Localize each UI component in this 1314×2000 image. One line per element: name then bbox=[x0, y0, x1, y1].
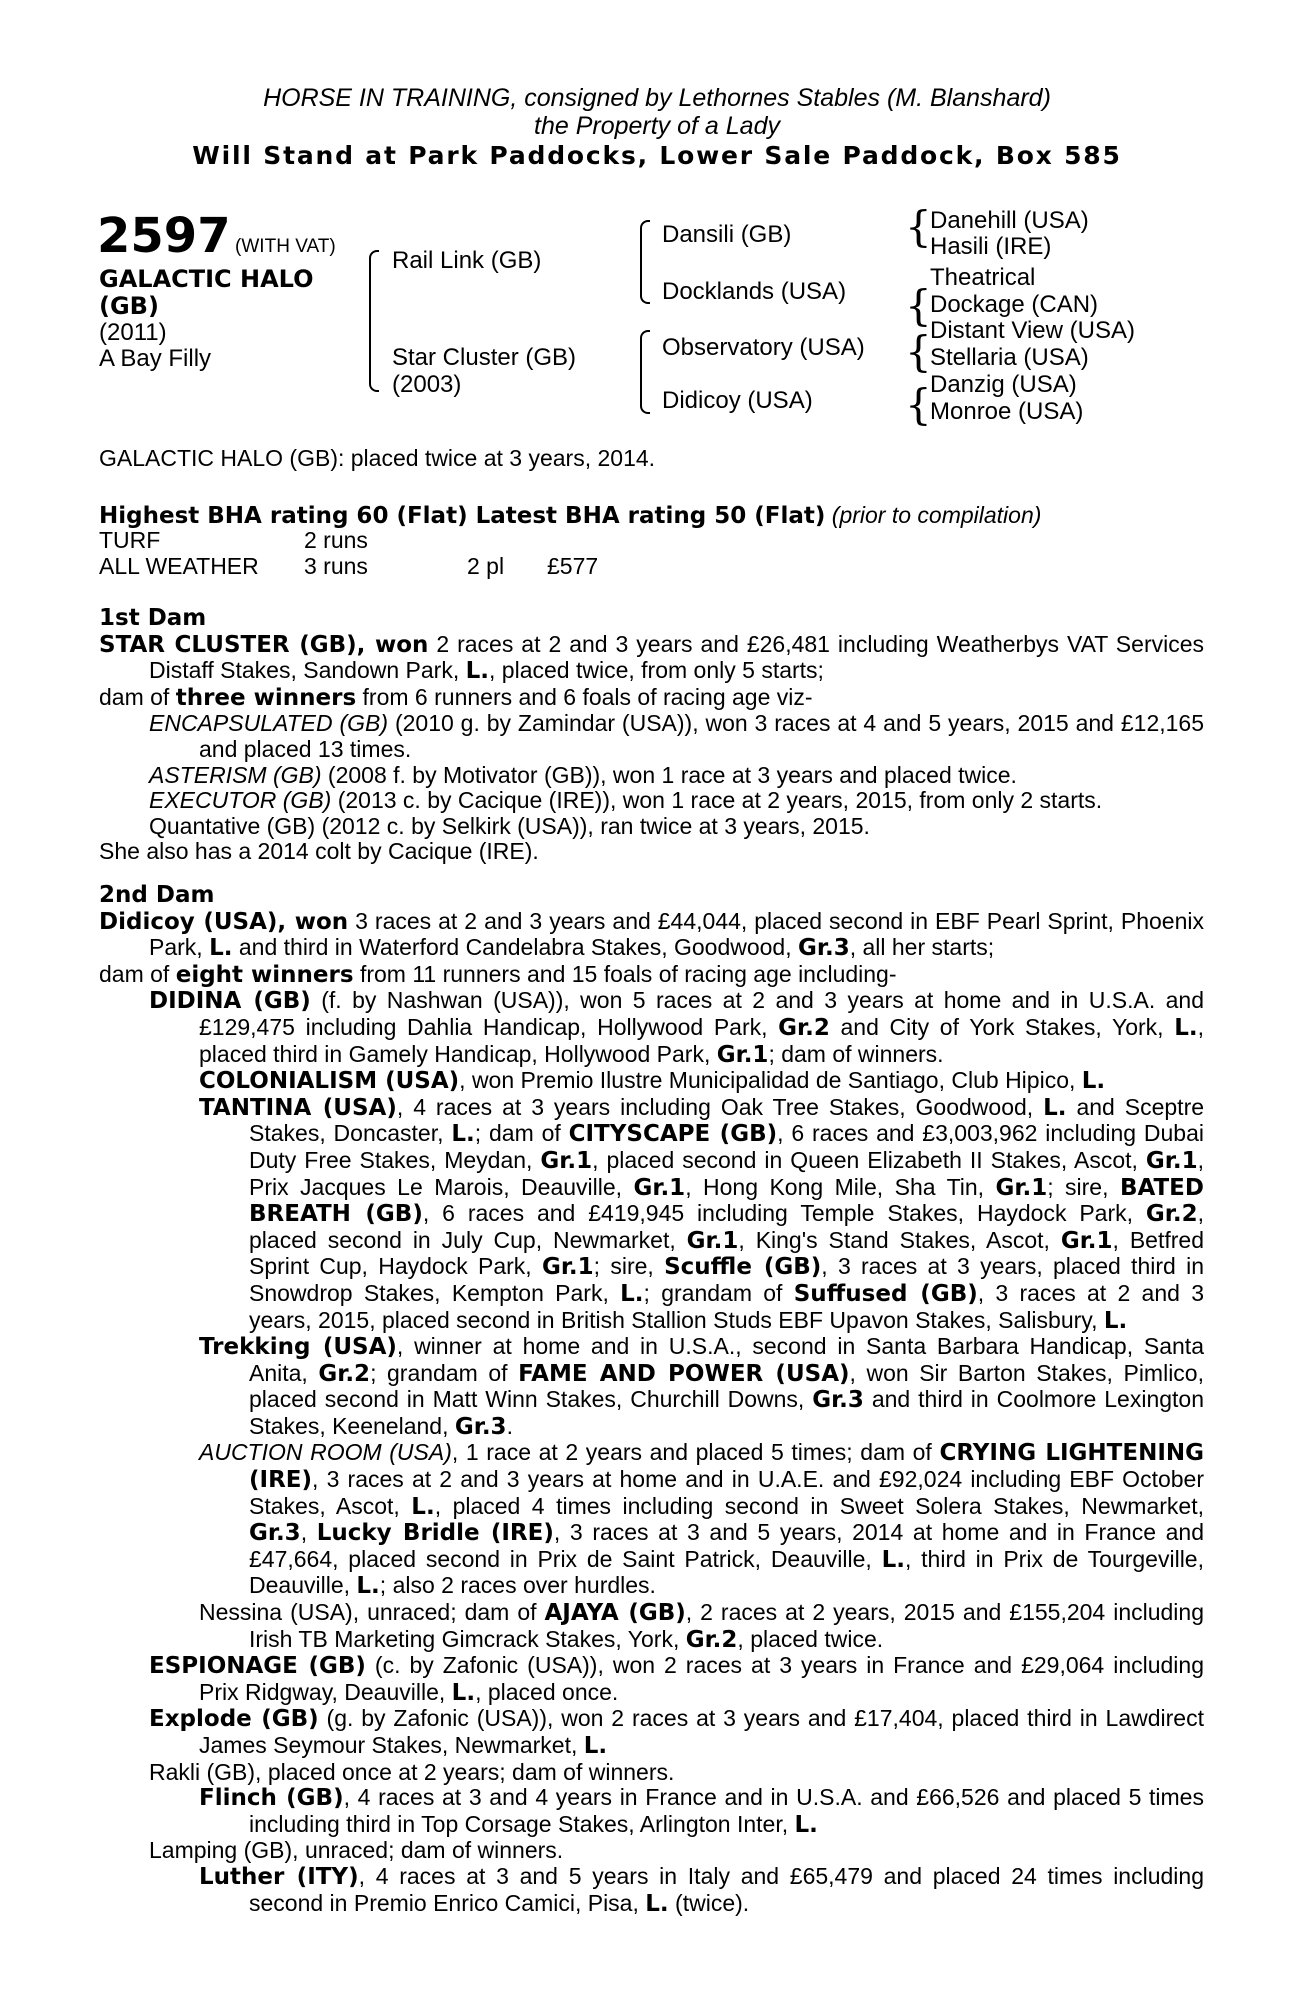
sire: Rail Link (GB) bbox=[392, 247, 542, 274]
sire-dam: Docklands (USA) bbox=[662, 278, 847, 305]
header-property: the Property of a Lady bbox=[534, 112, 780, 140]
ancestor-sds: Theatrical bbox=[930, 264, 1036, 291]
produce-colonialism: COLONIALISM (USA), won Premio Ilustre Municipalidad de Santiago, Club Hipico, L. bbox=[199, 1067, 1106, 1095]
produce-quantative: Quantative (GB) (2012 c. by Selkirk (USA)), ran twice at 3 years, 2015. bbox=[149, 812, 870, 839]
dam-line-brace bbox=[640, 330, 650, 414]
ancestor-dds: Danzig (USA) bbox=[930, 371, 1077, 398]
dam-year: (2003) bbox=[392, 371, 462, 398]
first-dam-produce-summary: dam of three winners from 6 runners and 6 foals of racing age viz- bbox=[99, 683, 813, 711]
horse-name-country: (GB) bbox=[99, 292, 159, 320]
brace-4: { bbox=[905, 380, 932, 429]
aw-runs: 3 runs bbox=[304, 553, 368, 579]
second-dam-record: Didicoy (USA), won 3 races at 2 and 3 years and £44,044, placed second in EBF Pearl Sprint, Phoenix Park, L. and third in Waterford Candelabra Stakes, Goodwood, Gr.3, all her starts; bbox=[99, 907, 1204, 962]
produce-flinch: Flinch (GB), 4 races at 3 and 4 years in France and in U.S.A. and £66,526 and placed 5 times including third in Top Corsage Stakes, Arlington Inter, L. bbox=[199, 1784, 1204, 1838]
foaling-year: (2011) bbox=[99, 319, 167, 346]
dam-sire: Observatory (USA) bbox=[662, 334, 865, 361]
horse-name: GALACTIC HALO bbox=[99, 265, 314, 293]
ancestor-ddd: Monroe (USA) bbox=[930, 398, 1084, 425]
aw-prize: £577 bbox=[547, 553, 599, 579]
produce-lamping: Lamping (GB), unraced; dam of winners. bbox=[149, 1837, 564, 1864]
ancestor-sdd: Dockage (CAN) bbox=[930, 291, 1099, 318]
ancestor-dsd: Stellaria (USA) bbox=[930, 344, 1089, 371]
dam-dam: Didicoy (USA) bbox=[662, 387, 813, 414]
bha-ratings bbox=[99, 502, 1041, 529]
race-summary: GALACTIC HALO (GB): placed twice at 3 years, 2014. bbox=[99, 445, 656, 471]
sire-line-brace bbox=[640, 220, 650, 304]
ancestor-ssd: Hasili (IRE) bbox=[930, 233, 1052, 260]
produce-asterism: ASTERISM (GB) (2008 f. by Motivator (GB)), won 1 race at 3 years and placed twice. bbox=[149, 761, 1017, 788]
ancestor-sss: Danehill (USA) bbox=[930, 207, 1089, 234]
first-dam-record: STAR CLUSTER (GB), won 2 races at 2 and 3 years and £26,481 including Weatherbys VAT Services Distaff Stakes, Sandown Park, L., placed twice, from only 5 starts; bbox=[99, 630, 1204, 685]
dam: Star Cluster (GB) bbox=[392, 344, 577, 371]
first-dam-heading: 1st Dam bbox=[99, 605, 207, 631]
turf-runs: 2 runs bbox=[304, 527, 368, 553]
ratings-note: (prior to compilation) bbox=[831, 502, 1042, 528]
sire-dam-brace bbox=[369, 250, 379, 392]
produce-explode: Explode (GB) (g. by Zafonic (USA)), won 2 races at 3 years and £17,404, placed third in Lawdirect James Seymour Stakes, Newmarket, L. bbox=[149, 1705, 1204, 1759]
ratings-heading: Highest BHA rating 60 (Flat) Latest BHA rating 50 (Flat) bbox=[99, 503, 826, 529]
first-dam-section bbox=[99, 606, 1204, 865]
header-consignor: HORSE IN TRAINING, consigned by Lethornes Stables (M. Blanshard) bbox=[263, 84, 1051, 112]
produce-auction-room: AUCTION ROOM (USA), 1 race at 2 years and placed 5 times; dam of CRYING LIGHTENING (IRE), 3 races at 2 and 3 years at home and in U.A.E. and £92,024 including EBF October Stakes, Ascot, L., placed 4 times including second in Sweet Solera Stakes, Newmarket, Gr.3, Lucky Bridle (IRE), 3 races at 3 and 5 years, 2014 at home and in France and £47,664, placed second in Prix de Saint Patrick, Deauville, L., third in Prix de Tourgeville, Deauville, L.; also 2 races over hurdles. bbox=[199, 1439, 1205, 1600]
produce-executor: EXECUTOR (GB) (2013 c. by Cacique (IRE)), won 1 race at 2 years, 2015, from only 2 starts. bbox=[149, 787, 1103, 814]
lot-number: 2597 bbox=[97, 208, 231, 264]
produce-tantina: TANTINA (USA), 4 races at 3 years including Oak Tree Stakes, Goodwood, L. and Sceptre Stakes, Doncaster, L.; dam of CITYSCAPE (GB), 6 races and £3,003,962 including Dubai Duty Free Stakes, Meydan, Gr.1, placed second in Queen Elizabeth II Stakes, Ascot, Gr.1, Prix Jacques Le Marois, Deauville, Gr.1, Hong Kong Mile, Sha Tin, Gr.1; sire, BATED BREATH (GB), 6 races and £419,945 including Temple Stakes, Haydock Park, Gr.2, placed second in July Cup, Newmarket, Gr.1, King's Stand Stakes, Ascot, Gr.1, Betfred Sprint Cup, Haydock Park, Gr.1; sire, Scuffle (GB), 3 races at 3 years, placed third in Snowdrop Stakes, Kempton Park, L.; grandam of Suffused (GB), 3 races at 2 and 3 years, 2015, placed second in British Stallion Studs EBF Upavon Stakes, Salisbury, L. bbox=[199, 1093, 1205, 1334]
aw-placed: 2 pl bbox=[467, 553, 505, 579]
vat-note: (WITH VAT) bbox=[235, 236, 336, 257]
produce-encapsulated: ENCAPSULATED (GB) (2010 g. by Zamindar (USA)), won 3 races at 4 and 5 years, 2015 and £12,165 and placed 13 times. bbox=[149, 710, 1204, 762]
first-dam-colt: She also has a 2014 colt by Cacique (IRE). bbox=[99, 838, 539, 865]
brace-3: { bbox=[905, 327, 932, 376]
produce-didina: DIDINA (GB) (f. by Nashwan (USA)), won 5 races at 2 and 3 years at home and in U.S.A. and £129,475 including Dahlia Handicap, Hollywood Park, Gr.2 and City of York Stakes, York, L., placed third in Gamely Handicap, Hollywood Park, Gr.1; dam of winners. bbox=[149, 987, 1205, 1068]
second-dam-produce-summary: dam of eight winners from 11 runners and 15 foals of racing age including- bbox=[99, 960, 897, 988]
horse-description: A Bay Filly bbox=[99, 345, 212, 372]
produce-luther: Luther (ITY), 4 races at 3 and 5 years in Italy and £65,479 and placed 24 times including second in Premio Enrico Camici, Pisa, L. (twice). bbox=[199, 1862, 1204, 1917]
second-dam-heading: 2nd Dam bbox=[99, 882, 215, 908]
header-location: Will Stand at Park Paddocks, Lower Sale Paddock, Box 585 bbox=[192, 141, 1122, 170]
produce-nessina: Nessina (USA), unraced; dam of AJAYA (GB), 2 races at 2 years, 2015 and £155,204 including Irish TB Marketing Gimcrack Stakes, York, Gr.2, placed twice. bbox=[199, 1599, 1204, 1653]
produce-espionage: ESPIONAGE (GB) (c. by Zafonic (USA)), won 2 races at 3 years in France and £29,064 including Prix Ridgway, Deauville, L., placed once. bbox=[149, 1652, 1204, 1706]
brace-2: { bbox=[905, 281, 932, 330]
second-dam-section bbox=[99, 883, 1204, 1917]
lot-number-row bbox=[97, 210, 336, 262]
produce-rakli: Rakli (GB), placed once at 2 years; dam of winners. bbox=[149, 1758, 675, 1785]
produce-trekking: Trekking (USA), winner at home and in U.S.A., second in Santa Barbara Handicap, Santa Anita, Gr.2; grandam of FAME AND POWER (USA), won Sir Barton Stakes, Pimlico, placed second in Matt Winn Stakes, Churchill Downs, Gr.3 and third in Coolmore Lexington Stakes, Keeneland, Gr.3. bbox=[199, 1333, 1205, 1440]
sire-sire: Dansili (GB) bbox=[662, 221, 792, 248]
aw-label: ALL WEATHER bbox=[99, 553, 259, 579]
brace-1: { bbox=[905, 202, 932, 251]
turf-label: TURF bbox=[99, 527, 161, 553]
ancestor-dss: Distant View (USA) bbox=[930, 317, 1135, 344]
